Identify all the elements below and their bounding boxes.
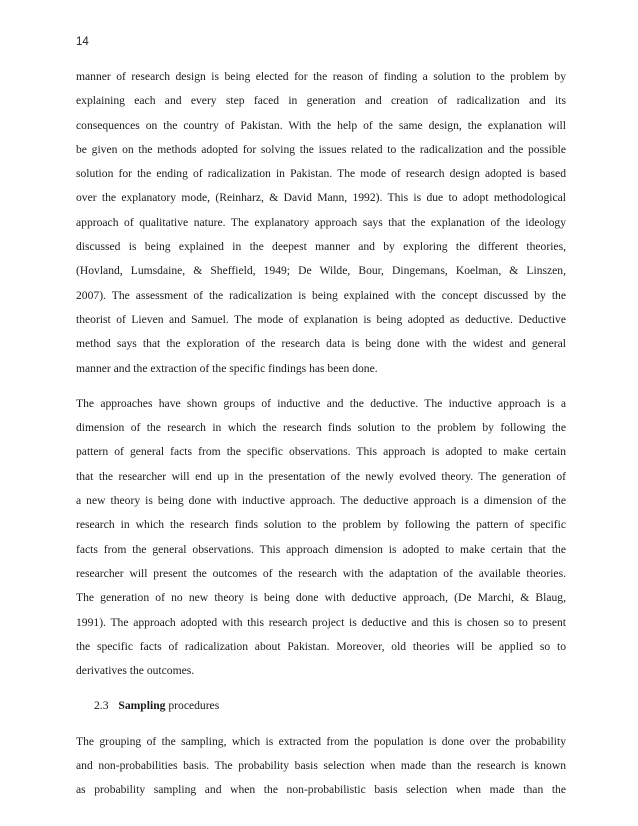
- text-line: pattern of general facts from the specific observations. This approach is adopted to make certain: [76, 445, 566, 459]
- paragraph: [76, 65, 566, 381]
- text-line: solution for the ending of radicalization in Pakistan. The mode of research design adopted is based: [76, 167, 566, 181]
- text-line: approach of qualitative nature. The explanatory approach says that the explanation of the ideology: [76, 215, 566, 229]
- text-line: The grouping of the sampling, which is extracted from the population is done over the probability: [76, 734, 566, 748]
- text-line: explaining each and every step faced in generation and creation of radicalization and its: [76, 94, 566, 108]
- text-line: method says that the exploration of the research data is being done with the widest and general: [76, 337, 566, 351]
- text-line: the specific facts of radicalization about Pakistan. Moreover, old theories will be applied so to: [76, 639, 566, 653]
- text-line: consequences on the country of Pakistan. With the help of the same design, the explanation will: [76, 118, 566, 132]
- paragraph-gap: [76, 719, 566, 730]
- text-line: manner of research design is being elected for the reason of finding a solution to the problem by: [76, 70, 566, 83]
- text-line: researcher will present the outcomes of the research with the adaptation of the available theories.: [76, 566, 566, 580]
- text-line: discussed is being explained in the deepest manner and by exploring the different theories,: [76, 240, 566, 254]
- text-line: a new theory is being done with inductive approach. The deductive approach is a dimension of the: [76, 494, 566, 508]
- text-line: The generation of no new theory is being done with deductive approach, (De Marchi, & Blaug,: [76, 591, 566, 605]
- section-title-rest: procedures: [168, 699, 220, 713]
- text-line: research in which the research finds solution to the problem by following the pattern of specific: [76, 518, 566, 532]
- section-number: 2.3: [94, 699, 109, 713]
- text-line: manner and the extraction of the specific findings has been done.: [76, 361, 378, 375]
- section-heading: [76, 694, 566, 718]
- page-number: 14: [76, 36, 89, 48]
- text-line: that the researcher will end up in the presentation of the newly evolved theory. The generation of: [76, 469, 566, 483]
- text-line: and non-probabilities basis. The probability basis selection when made than the research is known: [76, 759, 566, 773]
- text-line: 1991). The approach adopted with this research project is deductive and this is chosen so to present: [76, 615, 566, 629]
- text-line: over the explanatory mode, (Reinharz, & David Mann, 1992). This is due to adopt methodological: [76, 191, 566, 205]
- text-line: The approaches have shown groups of inductive and the deductive. The inductive approach is a: [76, 396, 566, 410]
- section-title-bold: Sampling: [118, 699, 166, 713]
- text-line: be given on the methods adopted for solving the issues related to the radicalization and the possible: [76, 142, 566, 156]
- text-line: facts from the general observations. This approach dimension is adopted to make certain that the: [76, 542, 566, 556]
- text-line: 2007). The assessment of the radicalization is being explained with the concept discussed by the: [76, 288, 566, 302]
- text-line: theorist of Lieven and Samuel. The mode of explanation is being adopted as deductive. Deductive: [76, 312, 566, 326]
- text-line: (Hovland, Lumsdaine, & Sheffield, 1949; De Wilde, Bour, Dingemans, Koelman, & Linszen,: [76, 264, 566, 278]
- text-line: as probability sampling and when the non-probabilistic basis selection when made than the: [76, 783, 566, 797]
- paragraph-gap: [76, 381, 566, 392]
- paragraph: [76, 392, 566, 684]
- paragraph: [76, 730, 566, 803]
- text-line: derivatives the outcomes.: [76, 664, 195, 678]
- text-line: dimension of the research in which the research finds solution to the problem by following the: [76, 421, 566, 435]
- paragraph-gap: [76, 683, 566, 694]
- body-text: [76, 65, 566, 803]
